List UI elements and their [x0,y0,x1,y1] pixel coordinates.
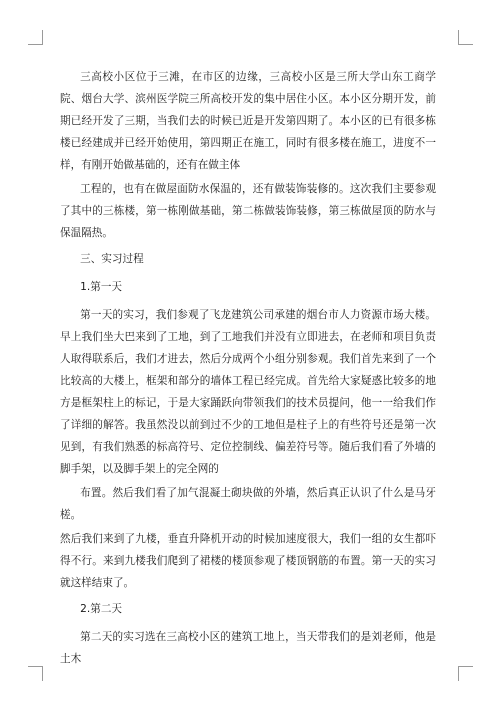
crop-mark-bottom-left [28,666,43,681]
section-heading-internship-process: 三、实习过程 [80,253,144,265]
crop-mark-bottom-right [458,666,473,681]
subheading-day-two: 2.第二天 [80,603,123,615]
paragraph-day-one-ninth-floor: 然后我们来到了九楼，垂直升降机开动的时候加速度很大，我们一组的女生都吓得不行。来到九楼我们爬到了裙楼的楼顶参观了楼顶钢筋的布置。第一天的实习就这样结束了。 [60,533,436,589]
crop-mark-top-left [28,30,43,45]
paragraph-day-two-intro: 第二天的实习选在三高校小区的建筑工地上，当天带我们的是刘老师，他是土木 [60,631,436,665]
paragraph-day-one-visit: 第一天的实习，我们参观了飞龙建筑公司承建的烟台市人力资源市场大楼。早上我们坐大巴来到了工地，到了工地我们并没有立即进去，在老师和项目负责人取得联系后，我们才进去，然后分成两个小组分别参观。我们首先来到了一个比较高的大楼上，框架和部分的墙体工程已经完成。首先给大家疑惑比较多的地方是框架柱上的标记，于是大家踊跃向带领我们的技术员提问，他一一给我们作了详细的解答。我虽然没以前到过不少的工地但是柱子上的有些符号还是第一次见到，有我们熟悉的标高符号、定位控制线、偏差符号等。随后我们看了外墙的脚手架，以及脚手架上的完全网的 [60,309,436,475]
crop-mark-top-right [458,30,473,45]
paragraph-site-buildings: 工程的，也有在做屋面防水保温的，还有做装饰装修的。这次我们主要参观了其中的三栋楼，第一栋刚做基础，第二栋做装饰装修，第三栋做屋顶的防水与保温隔热。 [60,183,436,239]
paragraph-site-intro: 三高校小区位于三滩，在市区的边缘，三高校小区是三所大学山东工商学院、烟台大学、滨州医学院三所高校开发的集中居住小区。本小区分期开发，前期已经开发了三期，当我们去的时候已近是开发第四期了。本小区的已有很多栋楼已经建成并已经开始使用，第四期正在施工，同时有很多楼在施工，进度不一样，有刚开始做基础的，还有在做主体 [60,71,436,171]
paragraph-day-one-walls: 布置。然后我们看了加气混凝土砌块做的外墙，然后真正认识了什么是马牙槎。 [60,487,436,521]
subheading-day-one: 1.第一天 [80,281,123,293]
document-body [60,66,436,672]
